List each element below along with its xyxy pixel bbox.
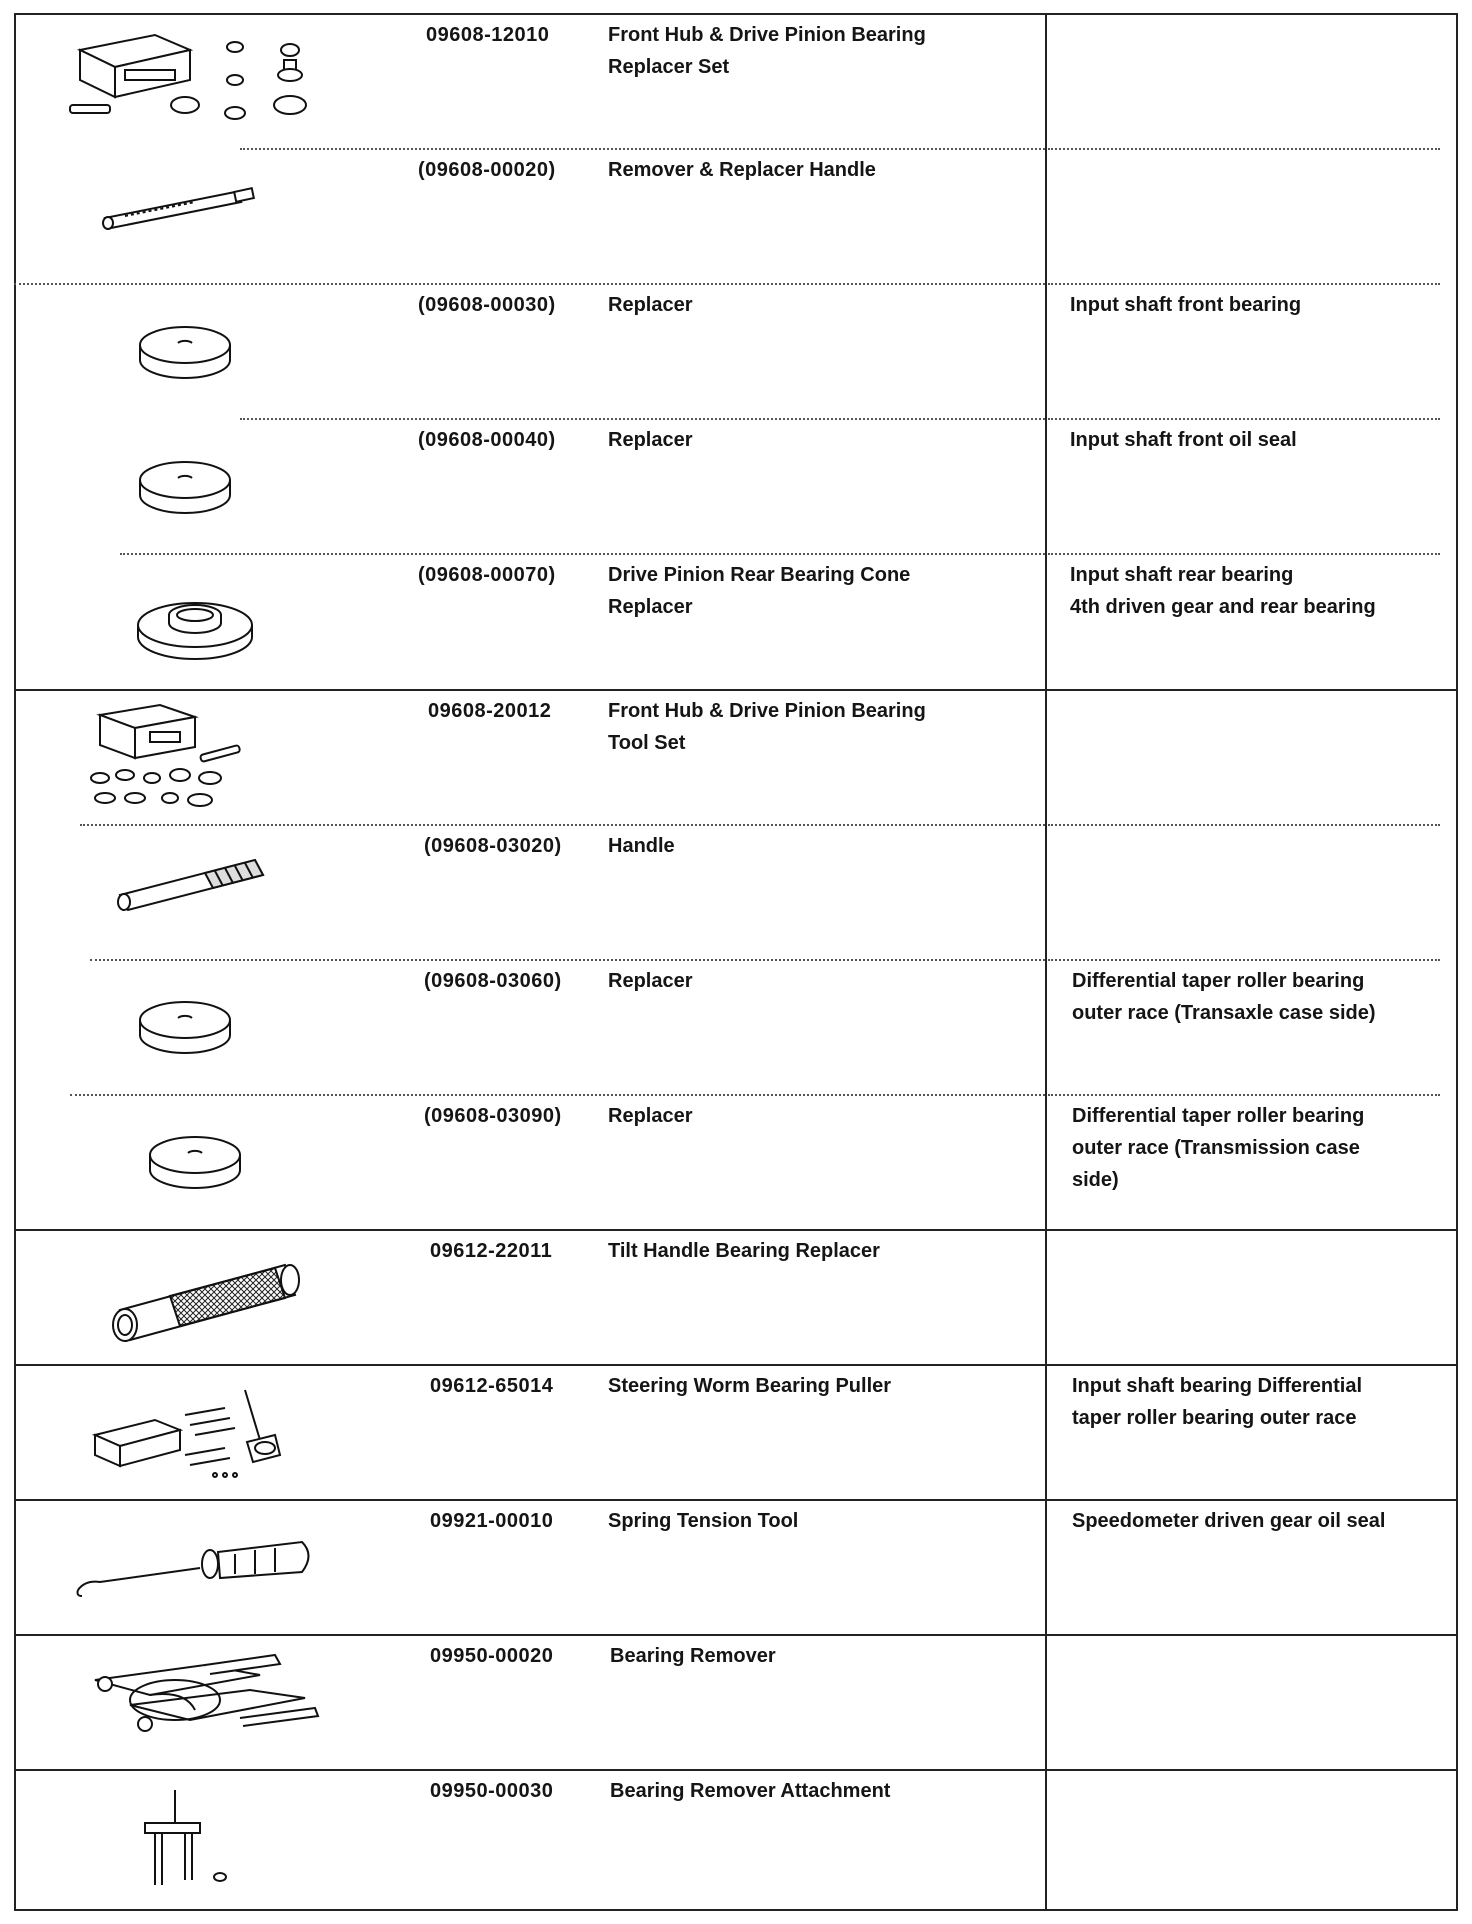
table-top-border [14,13,1458,15]
part-number: (09608-03090) [424,1105,562,1127]
puller-kit-icon [85,1380,315,1490]
knurled-tube-icon [100,1250,310,1350]
group-divider [14,1229,1458,1231]
row-divider [120,553,1045,555]
group-divider [14,689,1458,691]
group-divider [14,1499,1458,1501]
group-divider [14,1634,1458,1636]
table-bottom-border [14,1909,1458,1911]
row-divider [70,1094,1045,1096]
part-number: (09608-00070) [418,564,556,586]
part-number: (09608-00020) [418,159,556,181]
tool-use: Input shaft bearing Differential taper roller bearing outer race [1072,1375,1363,1429]
tool-set-case-icon [80,700,250,815]
tool-use: Input shaft front oil seal [1070,429,1297,451]
part-number: 09612-65014 [430,1375,554,1397]
tool-name: Front Hub & Drive Pinion Bearing Tool Set [608,700,926,754]
part-number: 09950-00020 [430,1645,554,1667]
tool-use: Differential taper roller bearing outer race (Transmission case side) [1072,1105,1365,1191]
tool-name: Replacer [608,294,693,316]
row-divider [1048,824,1440,826]
row-divider [1048,418,1440,420]
column-divider [1045,13,1047,1910]
row-divider [1048,148,1440,150]
row-divider [14,283,1045,285]
tool-name: Bearing Remover Attachment [610,1780,891,1802]
tool-use: Input shaft rear bearing 4th driven gear and rear bearing [1070,564,1376,618]
part-number: 09612-22011 [430,1240,553,1262]
row-divider [1048,959,1440,961]
row-divider [240,418,1045,420]
tool-name: Replacer [608,970,693,992]
handle-icon [95,180,265,240]
replacer-disc-icon [130,315,240,385]
part-number: 09608-12010 [426,24,550,46]
table-right-border [1456,13,1458,1910]
tool-set-case-icon [60,25,330,135]
part-number: (09608-00040) [418,429,556,451]
part-number: (09608-00030) [418,294,556,316]
tool-use: Input shaft front bearing [1070,294,1302,316]
part-number: 09950-00030 [430,1780,554,1802]
tool-name: Tilt Handle Bearing Replacer [608,1240,880,1262]
replacer-disc-icon [130,990,240,1060]
part-number: 09921-00010 [430,1510,554,1532]
replacer-disc-icon [140,1125,250,1195]
table-left-border [14,13,16,1910]
tool-name: Drive Pinion Rear Bearing Cone Replacer [608,564,911,618]
row-divider [1048,553,1440,555]
row-divider [240,148,1045,150]
tool-name: Front Hub & Drive Pinion Bearing Replacer Set [608,24,926,78]
row-divider [1048,283,1440,285]
row-divider [1048,1094,1440,1096]
part-number: 09608-20012 [428,700,552,722]
spring-tension-tool-icon [70,1530,320,1610]
tool-name: Remover & Replacer Handle [608,159,876,181]
bearing-remover-icon [75,1650,325,1755]
tool-name: Replacer [608,1105,693,1127]
row-divider [90,959,1045,961]
tool-name: Bearing Remover [610,1645,776,1667]
remover-attachment-icon [130,1785,240,1895]
tool-name: Spring Tension Tool [608,1510,799,1532]
replacer-disc-icon [130,450,240,520]
handle-icon [105,850,275,920]
row-divider [80,824,1045,826]
tool-use: Speedometer driven gear oil seal [1072,1510,1386,1532]
tool-use: Differential taper roller bearing outer race (Transaxle case side) [1072,970,1376,1024]
part-number: (09608-03020) [424,835,562,857]
group-divider [14,1769,1458,1771]
tool-name: Handle [608,835,675,857]
tool-name: Replacer [608,429,693,451]
bearing-cone-replacer-icon [130,585,260,665]
tool-name: Steering Worm Bearing Puller [608,1375,892,1397]
part-number: (09608-03060) [424,970,562,992]
group-divider [14,1364,1458,1366]
